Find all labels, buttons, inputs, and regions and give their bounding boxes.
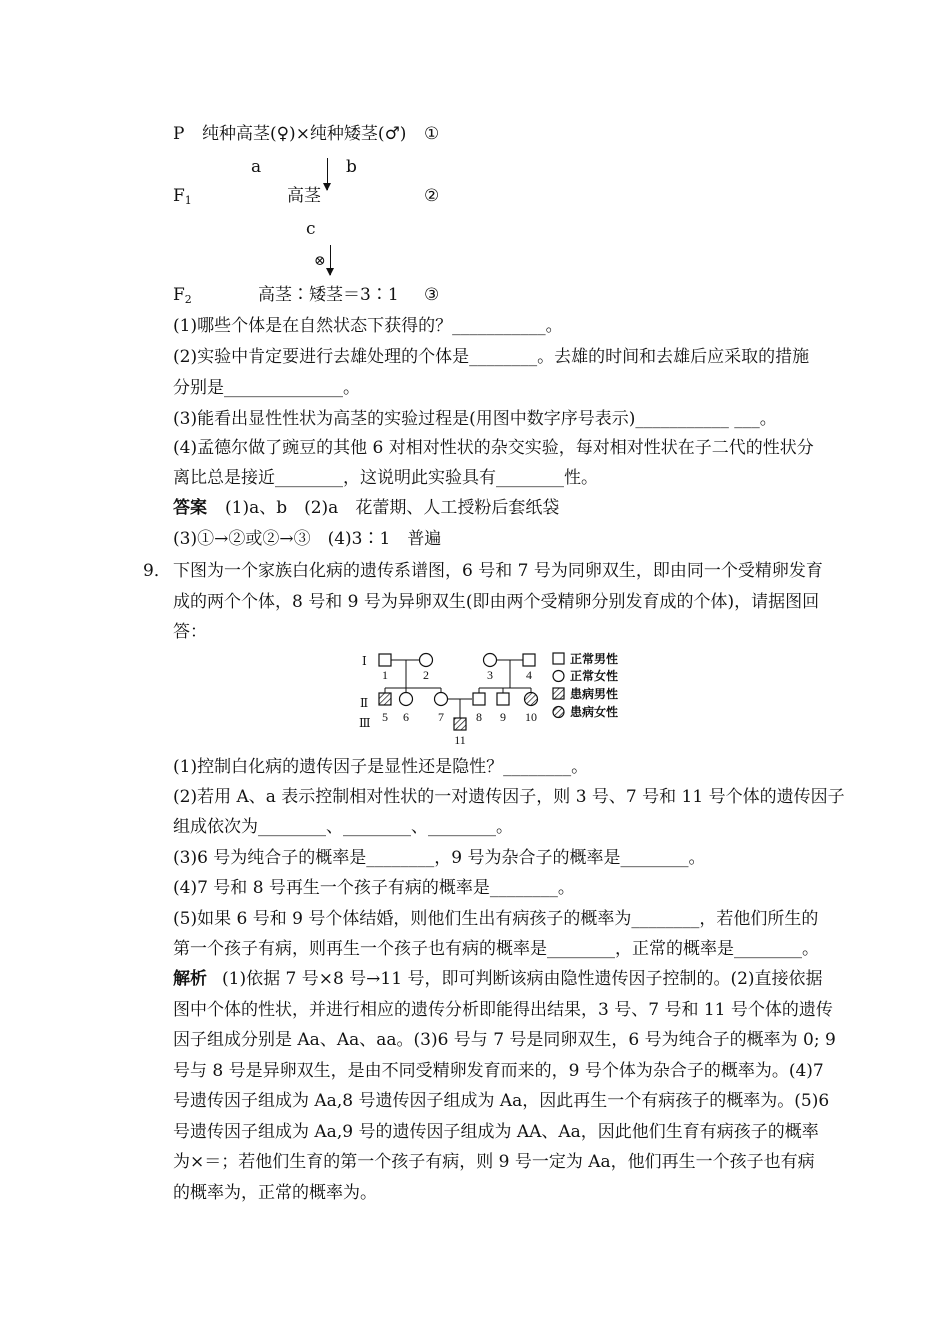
q8-sub1: (1)哪些个体是在自然状态下获得的？___________。 (173, 316, 563, 336)
individual-1 (379, 654, 391, 666)
q9-sub2-line1: (2)若用 A、a 表示控制相对性状的一对遗传因子，则 3 号、7 号和 11 号个体的遗传因子 (173, 787, 845, 807)
q9-sub2-line2: 组成依次为________、________、________。 (173, 817, 513, 837)
q8-answer-line2: (3)①→②或②→③ (4)3∶1 普遍 (173, 529, 442, 549)
q9-analysis-label: 解析 (173, 969, 207, 989)
p-label: P (173, 124, 185, 144)
q8-sub4-line2: 离比总是接近________，这说明此实验具有________性。 (173, 468, 598, 488)
label-5: 5 (382, 710, 388, 724)
generation-2: Ⅱ (360, 696, 369, 710)
individual-7 (435, 693, 448, 706)
label-1: 1 (382, 668, 388, 682)
label-11: 11 (454, 733, 466, 747)
legend-affected-male: 患病男性 (570, 687, 619, 701)
q9-sub5-line1: (5)如果 6 号和 9 号个体结婚，则他们生出有病孩子的概率为________，若他们所生的 (173, 909, 819, 929)
pedigree-chart (350, 648, 640, 748)
label-b: b (346, 157, 357, 177)
label-8: 8 (476, 710, 482, 724)
label-2: 2 (423, 668, 429, 682)
individual-9 (497, 693, 509, 705)
f1-label: $F_1$ (173, 186, 192, 207)
q9-sub1: (1)控制白化病的遗传因子是显性还是隐性？________。 (173, 757, 589, 777)
individual-4 (523, 654, 535, 666)
label-9: 9 (500, 710, 506, 724)
p-number: ① (424, 124, 440, 144)
individual-8 (473, 693, 485, 705)
f1-number: ② (424, 186, 440, 206)
q9-analysis-line3: 因子组成分别是 Aa、Aa、aa。(3)6 号与 7 号是同卵双生，6 号为纯合子的概率为 0; 9 (173, 1030, 836, 1050)
label-4: 4 (526, 668, 532, 682)
selfing-symbol: ⊗ (314, 253, 326, 269)
legend-normal-female: 正常女性 (570, 669, 619, 683)
q8-sub3: (3)能看出显性性状为高茎的实验过程是(用图中数字序号表示)___________ ___。 (173, 409, 777, 429)
q9-analysis-line5: 号遗传因子组成为 Aa,8 号遗传因子组成为 Aa，因此再生一个有病孩子的概率为。(5)6 (173, 1091, 830, 1111)
arrow-down-2 (330, 245, 331, 275)
q9-analysis-line1: (1)依据 7 号×8 号→11 号，即可判断该病由隐性遗传因子控制的。(2)直接依据 (222, 969, 823, 989)
individual-10 (525, 693, 538, 706)
legend-affected-male-icon (553, 688, 564, 699)
individual-11 (454, 718, 466, 730)
q9-sub4: (4)7 号和 8 号再生一个孩子有病的概率是________。 (173, 878, 575, 898)
label-3: 3 (487, 668, 493, 682)
q9-intro-line2: 成的两个个体，8 号和 9 号为异卵双生(即由两个受精卵分别发育成的个体)，请据图回 (173, 592, 820, 612)
legend-normal-male: 正常男性 (570, 652, 619, 666)
q9-analysis-line2: 图中个体的性状，并进行相应的遗传分析即能得出结果，3 号、7 号和 11 号个体的遗传 (173, 1000, 833, 1020)
label-6: 6 (403, 710, 409, 724)
label-c: c (306, 219, 316, 239)
q8-sub2-line1: (2)实验中肯定要进行去雄处理的个体是________。去雄的时间和去雄后应采取的措施 (173, 347, 810, 367)
q9-sub5-line2: 第一个孩子有病，则再生一个孩子也有病的概率是________，正常的概率是________。 (173, 939, 819, 959)
q8-answer-label: 答案 (173, 498, 207, 518)
q9-analysis-line8: 的概率为，正常的概率为。 (173, 1183, 377, 1203)
individual-5 (379, 693, 391, 705)
q9-intro-line3: 答： (173, 622, 207, 642)
f2-number: ③ (424, 285, 440, 305)
legend-affected-female-icon (553, 707, 564, 718)
individual-2 (420, 654, 433, 667)
p-text: 纯种高茎(♀)×纯种矮茎(♂) (202, 124, 407, 144)
legend-normal-female-icon (553, 671, 564, 682)
arrow-down-1 (327, 158, 328, 190)
q9-intro-line1: 下图为一个家族白化病的遗传系谱图，6 号和 7 号为同卵双生，即由同一个受精卵发育 (173, 561, 823, 581)
q9-analysis-line7: 为×＝；若他们生育的第一个孩子有病，则 9 号一定为 Aa，他们再生一个孩子也有病 (173, 1152, 815, 1172)
q9-sub3: (3)6 号为纯合子的概率是________，9 号为杂合子的概率是________。 (173, 848, 706, 868)
individual-3 (484, 654, 497, 667)
q8-sub4-line1: (4)孟德尔做了豌豆的其他 6 对相对性状的杂交实验，每对相对性状在子二代的性状分 (173, 438, 814, 458)
f2-label: $F_2$ (173, 285, 192, 306)
legend-affected-female: 患病女性 (570, 705, 619, 719)
label-7: 7 (438, 710, 444, 724)
q8-sub2-line2: 分别是______________。 (173, 378, 360, 398)
individual-6 (400, 693, 413, 706)
f1-text: 高茎 (287, 186, 321, 206)
q8-answer-line1: (1)a、b (2)a 花蕾期、人工授粉后套纸袋 (225, 498, 560, 518)
generation-1: Ⅰ (362, 654, 367, 668)
generation-3: Ⅲ (359, 716, 371, 730)
q9-number: 9． (143, 561, 171, 581)
label-a: a (251, 157, 262, 177)
f2-text: 高茎∶矮茎＝3∶1 (258, 285, 399, 305)
q9-analysis-line6: 号遗传因子组成为 Aa,9 号的遗传因子组成为 AA、Aa，因此他们生育有病孩子的概率 (173, 1122, 819, 1142)
label-10: 10 (525, 710, 537, 724)
q9-analysis-line4: 号与 8 号是异卵双生，是由不同受精卵发育而来的，9 号个体为杂合子的概率为。(4)7 (173, 1061, 824, 1081)
legend-normal-male-icon (553, 653, 564, 664)
